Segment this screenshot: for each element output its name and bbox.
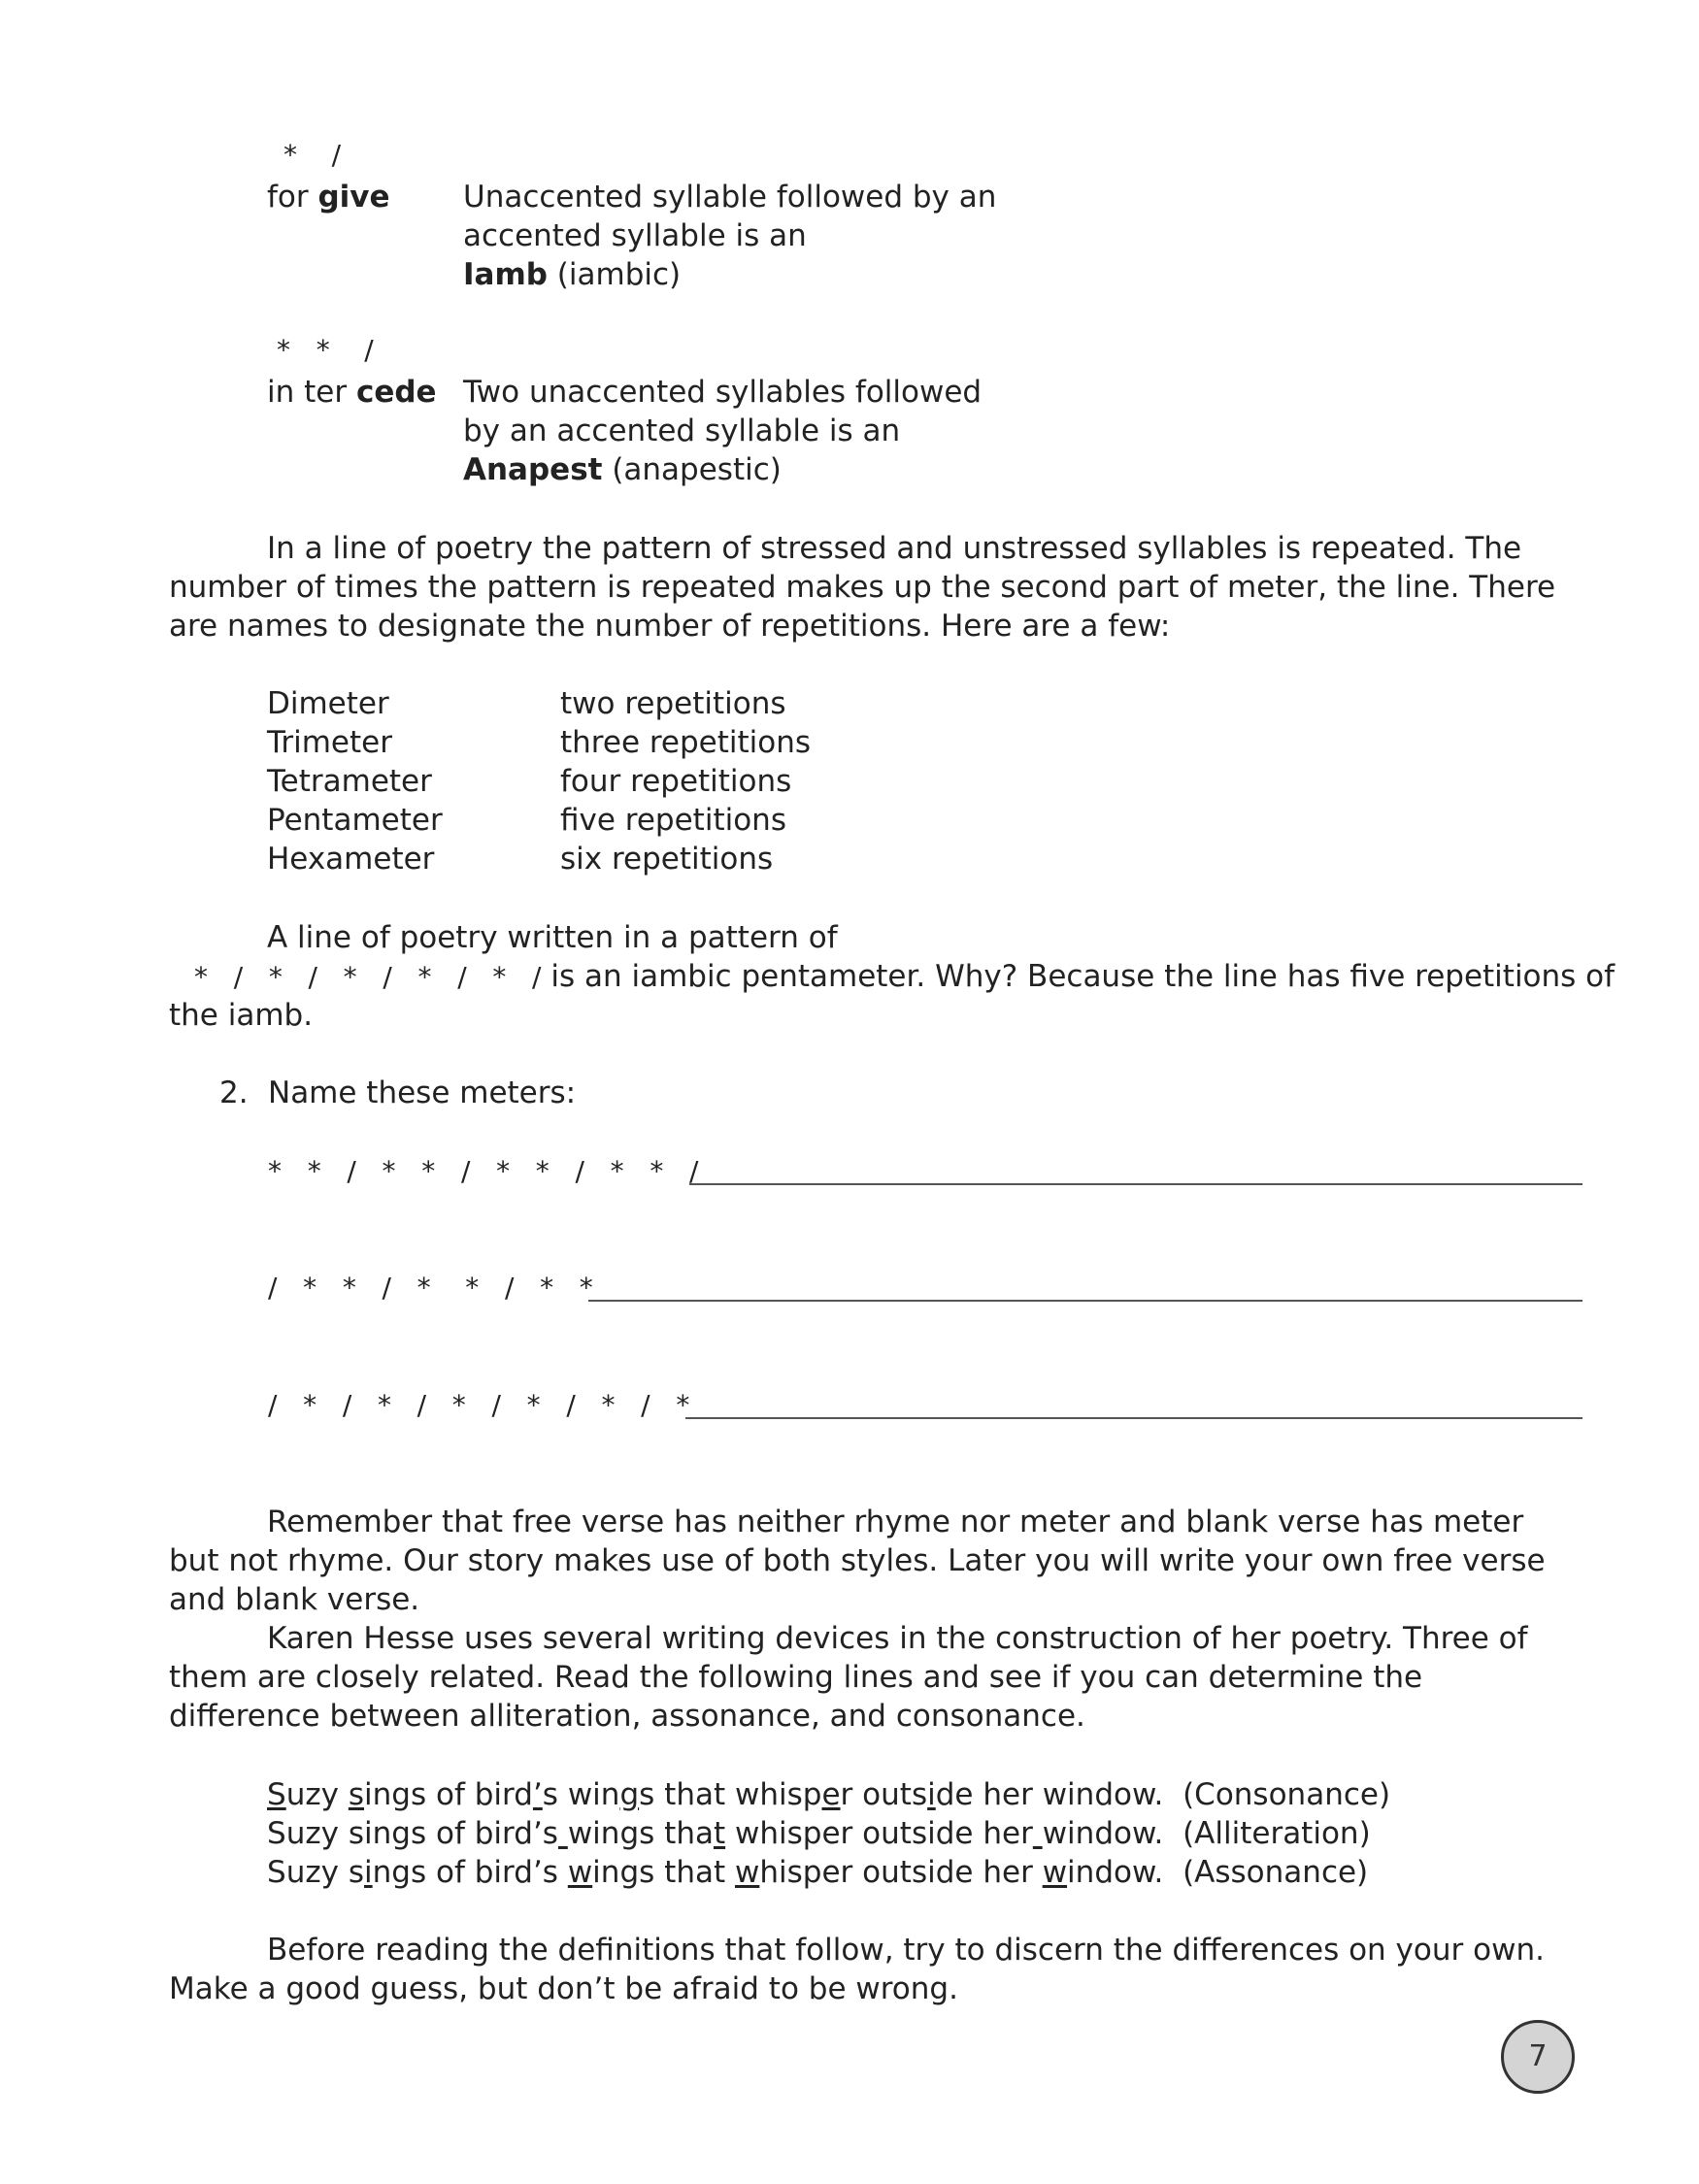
pentameter-end: the iamb. bbox=[169, 998, 314, 1033]
example-assonance bbox=[267, 1853, 1368, 1892]
meter-desc: four repetitions bbox=[560, 764, 792, 799]
example-label: (Consonance) bbox=[1183, 1777, 1391, 1812]
example-label: (Assonance) bbox=[1183, 1855, 1369, 1890]
pentameter-intro: A line of poetry written in a pattern of bbox=[267, 920, 838, 955]
exercise-marks: * * / * * / * * / * * / bbox=[268, 1155, 699, 1187]
meter-desc: six repetitions bbox=[560, 842, 774, 877]
iamb-stress-marks: * / bbox=[283, 139, 342, 171]
question-number: 2. bbox=[219, 1075, 249, 1110]
meter-desc: three repetitions bbox=[560, 725, 812, 760]
meter-name: Hexameter bbox=[267, 842, 435, 877]
free-verse-paragraph: Remember that free verse has neither rhyme nor meter and blank verse has meter but not rhyme. Our story makes use of both styles. Later you will write your own free verse and blank verse. bbox=[169, 1505, 1546, 1617]
page-number: 7 bbox=[1528, 2039, 1548, 2073]
answer-blank[interactable] bbox=[588, 1300, 1582, 1302]
meter-name: Trimeter bbox=[267, 725, 392, 760]
exercise-marks: / * * / * * / * * bbox=[268, 1272, 593, 1304]
example-sentence: Suzy sings of bird’s wings that whisper outside her window. bbox=[267, 1777, 1164, 1812]
page-number-badge bbox=[1501, 2020, 1575, 2094]
meter-desc: two repetitions bbox=[560, 686, 786, 721]
anapest-example-word: in ter cede bbox=[267, 375, 437, 410]
final-paragraph: Before reading the definitions that follow, try to discern the differences on your own. Make a good guess, but don’t be afraid to be wrong. bbox=[169, 1933, 1545, 2006]
anapest-stress-marks: * * / bbox=[277, 334, 374, 366]
iamb-definition: Unaccented syllable followed by an accented syllable is an Iamb (iambic) bbox=[463, 180, 997, 292]
meter-name: Dimeter bbox=[267, 686, 389, 721]
example-sentence: Suzy sings of bird’s wings that whisper outside her window. bbox=[267, 1816, 1164, 1851]
iamb-example-word: for give bbox=[267, 180, 390, 215]
meter-desc: five repetitions bbox=[560, 803, 786, 838]
pentameter-line: * / * / * / * / * / is an iambic pentameter. Why? Because the line has five repetitions of bbox=[194, 959, 1616, 994]
meter-name: Tetrameter bbox=[267, 764, 432, 799]
example-alliteration bbox=[267, 1814, 1371, 1853]
hesse-paragraph: Karen Hesse uses several writing devices in the construction of her poetry. Three of them are closely related. Read the following lines and see if you can determine the difference between alliteration, assonance, and consonance. bbox=[169, 1621, 1528, 1734]
meter-name: Pentameter bbox=[267, 803, 443, 838]
answer-blank[interactable] bbox=[685, 1417, 1582, 1419]
answer-blank[interactable] bbox=[689, 1183, 1582, 1185]
example-label: (Alliteration) bbox=[1183, 1816, 1371, 1851]
example-sentence: Suzy sings of bird’s wings that whisper outside her window. bbox=[267, 1855, 1164, 1890]
question-text: Name these meters: bbox=[268, 1075, 577, 1110]
anapest-definition: Two unaccented syllables followed by an accented syllable is an Anapest (anapestic) bbox=[463, 375, 983, 487]
example-consonance bbox=[267, 1775, 1390, 1814]
exercise-marks: / * / * / * / * / * / * bbox=[268, 1389, 690, 1421]
meter-line-paragraph: In a line of poetry the pattern of stressed and unstressed syllables is repeated. The number of times the pattern is repeated makes up the second part of meter, the line. There are names to designate the number of repetitions. Here are a few: bbox=[169, 531, 1556, 644]
